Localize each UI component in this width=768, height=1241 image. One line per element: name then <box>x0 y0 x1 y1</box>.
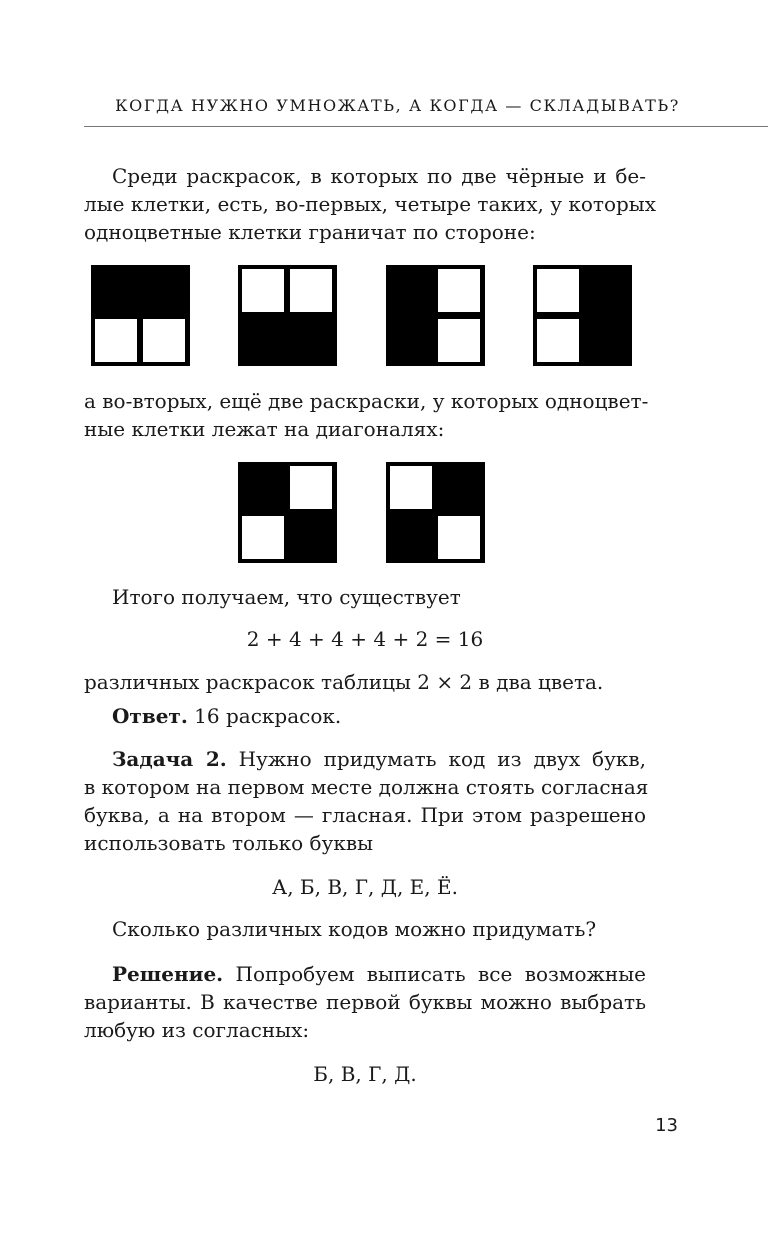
formula: 2 + 4 + 4 + 4 + 2 = 16 <box>246 627 484 651</box>
para2-line2: ные клетки лежат на диагоналях: <box>84 417 445 441</box>
answer <box>84 702 646 730</box>
solution-label: Решение. <box>112 962 224 986</box>
para1-line2: лые клетки, есть, во-первых, четыре таких, у которых <box>84 192 656 216</box>
task2-line3: буква, а на втором — гласная. При этом разрешено <box>84 803 646 827</box>
task2-line4: использовать только буквы <box>84 831 374 855</box>
consonants: Б, В, Г, Д. <box>313 1062 417 1086</box>
page-number: 13 <box>655 1115 678 1136</box>
coloring-top-black <box>91 265 190 366</box>
coloring-left-black <box>386 265 485 366</box>
solution-line3: любую из согласных: <box>84 1018 310 1042</box>
coloring-right-black <box>533 265 632 366</box>
solution-line2: варианты. В качестве первой буквы можно выбрать <box>84 990 646 1014</box>
para1-line1: Среди раскрасок, в которых по две чёрные и бе- <box>112 164 646 188</box>
coloring-diagonal-main <box>238 462 337 563</box>
solution-line1: Решение. Попробуем выписать все возможные <box>112 962 646 986</box>
answer-label: Ответ. <box>112 704 188 728</box>
header-rule <box>84 126 768 127</box>
running-header: КОГДА НУЖНО УМНОЖАТЬ, А КОГДА — СКЛАДЫВАТЬ? <box>115 96 680 115</box>
para1-line3: одноцветные клетки граничат по стороне: <box>84 220 536 244</box>
task2-line2: в котором на первом месте должна стоять согласная <box>84 775 649 799</box>
answer-text: 16 раскрасок. <box>187 704 342 728</box>
question: Сколько различных кодов можно придумать? <box>112 917 597 941</box>
total-intro: Итого получаем, что существует <box>112 585 461 609</box>
letters-all: А, Б, В, Г, Д, Е, Ё. <box>272 875 458 899</box>
task2-line1: Задача 2. Нужно придумать код из двух букв, <box>112 747 646 771</box>
para2-line1: а во-вторых, ещё две раскраски, у которых одноцвет- <box>84 389 649 413</box>
total-tail: различных раскрасок таблицы 2 × 2 в два цвета. <box>84 670 604 694</box>
coloring-bottom-black <box>238 265 337 366</box>
coloring-diagonal-anti <box>386 462 485 563</box>
task2-label: Задача 2. <box>112 747 227 771</box>
